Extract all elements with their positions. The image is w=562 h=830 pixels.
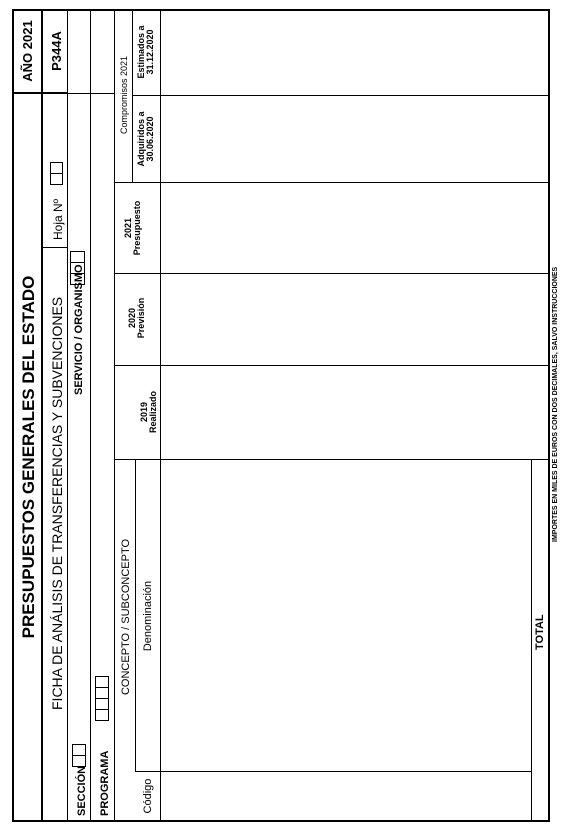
concept-header: CONCEPTO / SUBCONCEPTO [120,538,132,696]
estimated-line1: Estimados a [136,25,146,79]
total-label: TOTAL [534,614,546,650]
subtitle-divider [67,10,68,821]
col-2020-label: Previsión [136,297,146,339]
program-box-4[interactable] [95,676,109,688]
program-box-3[interactable] [95,687,109,699]
form-frame [12,9,550,822]
service-label: SERVICIO / ORGANISMO [73,264,85,395]
col-sep-2020 [114,365,550,366]
section-box-2[interactable] [72,744,86,756]
form-code: P344A [49,31,64,71]
name-header: Denominación [142,580,154,652]
col-2021-label: Presupuesto [132,200,142,256]
col-sep-2021 [114,273,550,274]
code-header: Código [142,778,154,814]
service-box-1[interactable] [70,273,85,285]
sheet-number-label: Hoja Nº [51,198,65,240]
footer-note: IMPORTES EN MILES DE EUROS CON DOS DECIMALES, SALVO INSTRUCCIONES [552,266,559,542]
col-sep-code [136,771,531,772]
commitments-header: Compromisos 2021 [119,55,129,135]
concept-underline [135,460,136,772]
year-column-separator [12,92,68,94]
title-divider [41,10,43,821]
year-label: AÑO 2021 [20,20,35,82]
sheet-box-separator [41,247,67,248]
estimated-line2: 31.12.2020 [145,29,155,75]
program-label: PROGRAMA [99,750,111,816]
col-2019-year: 2019 [139,401,149,423]
service-box-3[interactable] [70,251,85,263]
program-box-1[interactable] [95,709,109,721]
col-sep-estimated [132,95,550,96]
section-box-1[interactable] [72,755,86,767]
col-2020-year: 2020 [127,307,137,329]
sheet-number-box-2[interactable] [50,162,63,174]
section-divider [90,10,91,821]
col-2021-year: 2021 [123,217,133,239]
header-bottom-line [160,10,161,821]
commitments-underline [132,10,133,182]
service-box-2[interactable] [70,262,85,274]
acquired-line2: 30.06.2020 [145,116,155,162]
total-row-line [531,460,532,821]
section-right-separator [67,93,114,94]
main-title: PRESUPUESTOS GENERALES DEL ESTADO [19,275,38,639]
program-divider [114,10,115,821]
col-2019-label: Realizado [148,391,158,434]
sheet-number-box-1[interactable] [50,173,63,185]
program-box-2[interactable] [95,698,109,710]
col-sep-commitments [114,182,550,183]
acquired-line1: Adquiridos a [136,111,146,167]
section-label: SECCIÓN [76,765,88,816]
col-sep-2019 [114,459,550,460]
subtitle: FICHA DE ANÁLISIS DE TRANSFERENCIAS Y SUBVENCIONES [49,296,65,710]
